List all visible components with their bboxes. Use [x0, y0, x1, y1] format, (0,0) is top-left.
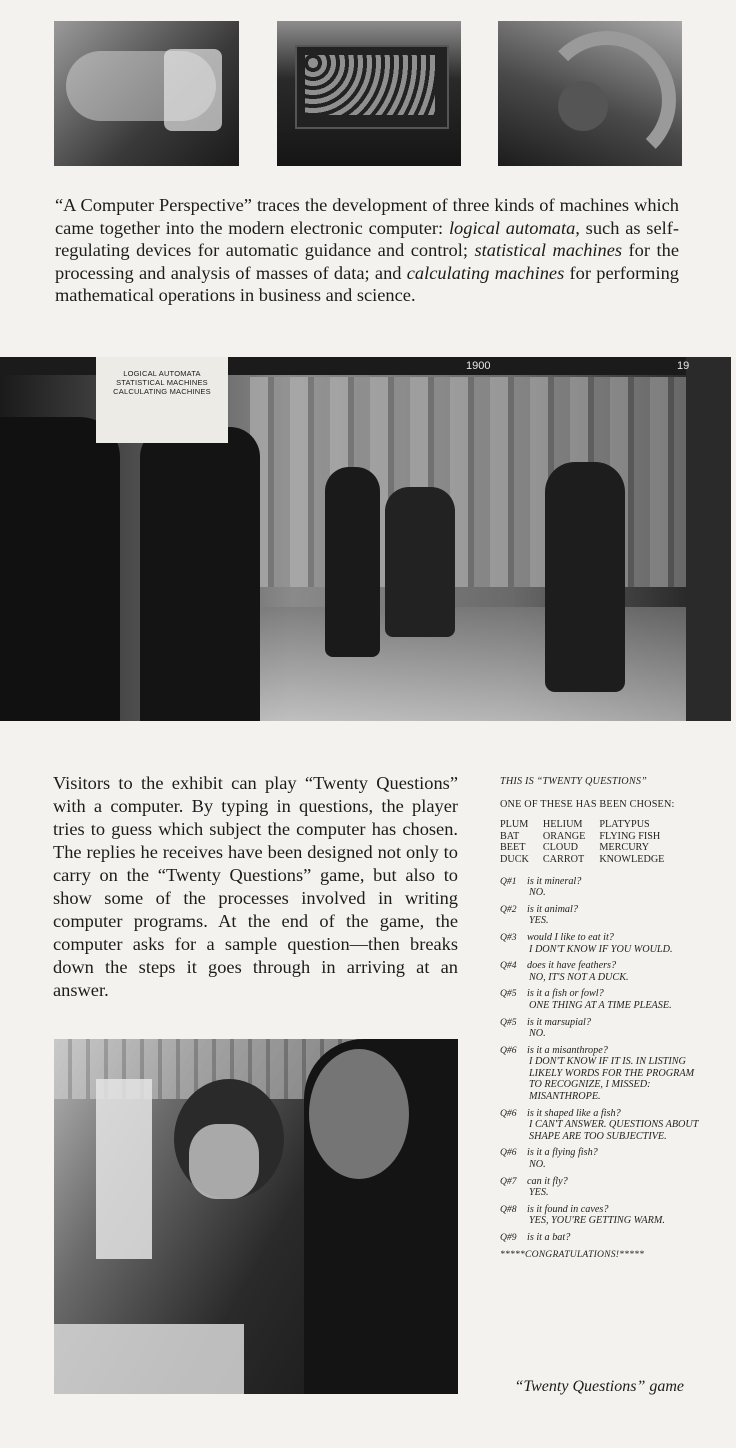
qa-entry [500, 932, 705, 955]
exhibit-sign [96, 357, 228, 443]
question-answer-list [500, 876, 705, 1244]
photo-exhibit-hall [0, 357, 731, 721]
qa-entry [500, 960, 705, 983]
question-text: is it a bat? [527, 1232, 571, 1243]
question-text: does it have feathers? [527, 960, 617, 972]
qa-entry [500, 1017, 705, 1040]
answer-text: NO, IT'S NOT A DUCK. [529, 971, 629, 983]
qa-entry [500, 1176, 705, 1199]
answer-text: YES. [529, 915, 549, 927]
photo-logical-automata-device [54, 21, 239, 166]
transcript-ending: *****CONGRATULATIONS!***** [500, 1248, 645, 1260]
question-text: is it mineral? [527, 875, 582, 887]
term-calculating-machines: calculating machines [406, 262, 565, 283]
question-number: Q#5 [500, 988, 517, 1000]
choice-column [543, 819, 585, 865]
question-number: Q#9 [500, 1232, 517, 1243]
choice-item: PLATYPUS [599, 819, 650, 831]
choice-item: BAT [500, 830, 520, 842]
choice-column [500, 819, 529, 865]
choice-item: HELIUM [542, 819, 583, 831]
term-statistical-machines: statistical machines [474, 240, 623, 261]
answer-text: NO. [529, 1159, 546, 1171]
photo-players-at-terminal [54, 1039, 458, 1394]
choice-list [500, 819, 705, 865]
question-text: is it found in caves? [527, 1203, 609, 1215]
answer-text: I DON'T KNOW IF IT IS. IN LISTING LIKELY WORDS FOR THE PROGRAM TO RECOGNIZE, I MISSED: MISANTHROPE. [529, 1056, 695, 1103]
choice-column [599, 819, 664, 865]
timeline-year-partial: 19 [677, 360, 690, 372]
qa-entry [500, 988, 705, 1011]
question-number: Q#7 [500, 1175, 517, 1187]
answer-text: YES. [529, 1187, 549, 1199]
choice-item: BEET [500, 842, 526, 854]
intro-text-1: “A Computer Perspective” traces the development of three kinds of machines which came together into the modern electronic computer: [55, 195, 679, 238]
question-text: is it a fish or fowl? [527, 988, 604, 1000]
question-number: Q#5 [500, 1016, 517, 1028]
question-text: is it marsupial? [527, 1016, 591, 1028]
question-number: Q#8 [500, 1203, 517, 1215]
qa-entry [500, 876, 705, 899]
question-number: Q#2 [500, 903, 517, 915]
question-number: Q#1 [500, 875, 517, 887]
photo-caption: “Twenty Questions” game [514, 1378, 684, 1395]
question-number: Q#4 [500, 960, 517, 972]
intro-text-3: for the processing and analysis of masses of data; and [55, 240, 679, 283]
photo-statistical-machine-dials [277, 21, 461, 166]
answer-text: NO. [529, 887, 546, 899]
intro-paragraph [55, 194, 679, 307]
qa-entry [500, 1204, 705, 1227]
sign-line-2: STATISTICAL MACHINES [116, 378, 208, 387]
answer-text: YES, YOU'RE GETTING WARM. [529, 1215, 665, 1227]
question-number: Q#6 [500, 1044, 517, 1056]
qa-entry [500, 1108, 705, 1143]
question-text: can it fly? [527, 1175, 568, 1187]
qa-entry [500, 904, 705, 927]
choice-item: CARROT [542, 853, 585, 865]
choice-item: DUCK [500, 853, 529, 865]
choice-item: PLUM [500, 819, 529, 831]
question-text: is it shaped like a fish? [527, 1107, 621, 1119]
question-text: is it a misanthrope? [527, 1044, 608, 1056]
qa-entry [500, 1045, 705, 1103]
choice-item: FLYING FISH [599, 830, 661, 842]
term-logical-automata: logical automata, [448, 217, 580, 238]
sign-line-1: LOGICAL AUTOMATA [123, 369, 201, 378]
question-text: is it a flying fish? [527, 1147, 598, 1159]
twenty-questions-description: Visitors to the exhibit can play “Twenty Questions” with a computer. By typing in questions, the player tries to guess which subject the computer has chosen. The replies he receives have been designed not only to carry on the “Twenty Questions” game, but also to show some of the processes involved in writing computer programs. At the end of the game, the computer asks for a sample question—then breaks down the steps it goes through in arriving at an answer. [53, 773, 458, 1000]
choice-item: ORANGE [542, 830, 586, 842]
question-number: Q#3 [500, 931, 517, 943]
photo-calculating-machine-gears [498, 21, 682, 166]
question-text: would I like to eat it? [527, 931, 614, 943]
question-number: Q#6 [500, 1147, 517, 1159]
transcript-intro: ONE OF THESE HAS BEEN CHOSEN: [500, 798, 675, 810]
qa-entry [500, 1232, 705, 1244]
question-text: is it animal? [527, 903, 578, 915]
transcript-heading: THIS IS “TWENTY QUESTIONS” [500, 776, 648, 787]
qa-entry [500, 1147, 705, 1170]
answer-text: I DON'T KNOW IF YOU WOULD. [529, 943, 673, 955]
choice-item: MERCURY [599, 842, 650, 854]
choice-item: KNOWLEDGE [599, 853, 665, 865]
twenty-questions-transcript [500, 776, 705, 1260]
choice-item: CLOUD [542, 842, 578, 854]
timeline-year-1900: 1900 [466, 360, 491, 372]
intro-text-2: such as self-regulating devices for automatic guidance and control; [55, 217, 679, 261]
intro-text-4: for performing mathematical operations in business and science. [55, 262, 679, 306]
answer-text: I CAN'T ANSWER. QUESTIONS ABOUT SHAPE ARE TOO SUBJECTIVE. [529, 1119, 699, 1142]
answer-text: ONE THING AT A TIME PLEASE. [529, 999, 672, 1011]
sign-line-3: CALCULATING MACHINES [113, 387, 211, 396]
question-number: Q#6 [500, 1107, 517, 1119]
answer-text: NO. [529, 1028, 546, 1040]
